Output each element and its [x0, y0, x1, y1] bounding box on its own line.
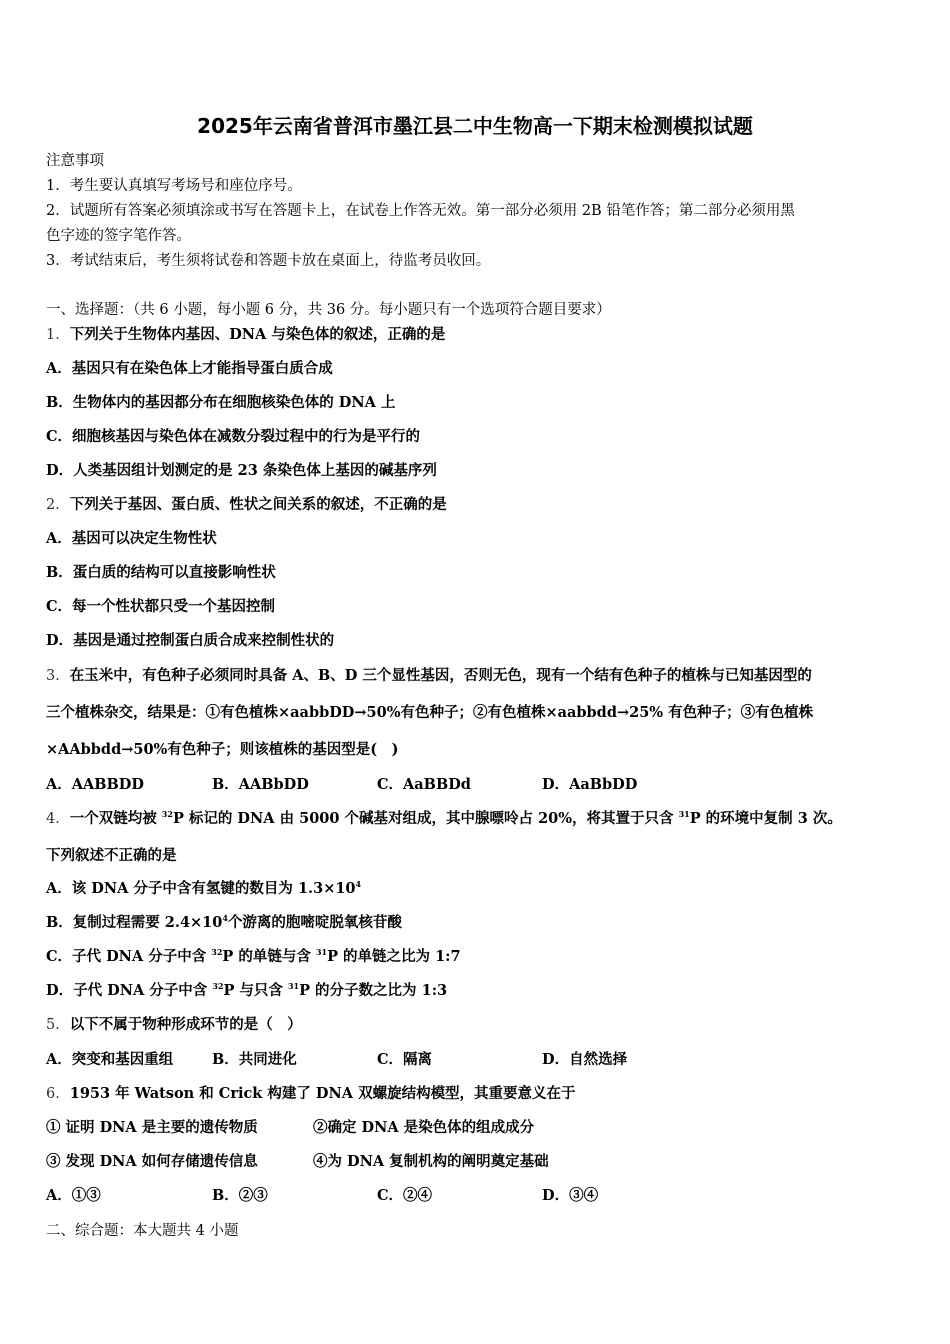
superscript: 31	[678, 809, 690, 819]
question-2	[46, 494, 447, 516]
q2-option-a: A．基因可以决定生物性状	[46, 530, 217, 547]
question-stem: P 标记的 DNA 由 5000 个碱基对组成，其中腺嘌呤占 20%，将其置于只含	[172, 810, 674, 827]
q1-option-b: B．生物体内的基因都分布在细胞核染色体的 DNA 上	[46, 394, 396, 411]
section-heading: 二、综合题：本大题共 4 小题	[46, 1223, 239, 1239]
q5-option-b: B．共同进化	[212, 1051, 297, 1068]
question-number: 2．	[46, 497, 70, 513]
q4-option-c	[46, 946, 461, 968]
question-5	[46, 1014, 302, 1036]
superscript: 4	[222, 913, 228, 923]
question-6	[46, 1083, 576, 1105]
option-text: 个游离的胞嘧啶脱氧核苷酸	[227, 914, 402, 931]
q1-option-a: A．基因只有在染色体上才能指导蛋白质合成	[46, 360, 333, 377]
question-3-line-2: 三个植株杂交，结果是：①有色植株×aabbDD→50%有色种子；②有色植株×aabbdd→25% 有色种子；③有色植株	[46, 704, 814, 721]
superscript: 32	[211, 947, 223, 957]
q2-option-d: D．基因是通过控制蛋白质合成来控制性状的	[46, 632, 335, 649]
question-4	[46, 808, 842, 830]
question-number: 5．	[46, 1017, 70, 1033]
page-title: 2025年云南省普洱市墨江县二中生物高一下期末检测模拟试题	[197, 114, 753, 138]
option-text: P 的单链之比为 1:7	[327, 948, 461, 965]
q5-option-c: C．隔离	[377, 1051, 433, 1068]
option-text: D．子代 DNA 分子中含	[46, 982, 208, 999]
q1-option-c: C．细胞核基因与染色体在减数分裂过程中的行为是平行的	[46, 428, 421, 445]
question-stem: 一个双链均被	[69, 810, 157, 827]
question-stem: 下列关于基因、蛋白质、性状之间关系的叙述，不正确的是	[69, 496, 447, 513]
q6-statement-4: ④为 DNA 复制机构的阐明奠定基础	[313, 1153, 549, 1170]
q5-option-a: A．突变和基因重组	[46, 1051, 174, 1068]
q3-option-d: D．AaBbDD	[542, 776, 638, 793]
question-stem: 在玉米中，有色种子必须同时具备 A、B、D 三个显性基因，否则无色，现有一个结有色种子的植株与已知基因型的	[69, 667, 812, 684]
question-1	[46, 324, 445, 346]
q2-option-c: C．每一个性状都只受一个基因控制	[46, 598, 276, 615]
q1-option-d: D．人类基因组计划测定的是 23 条染色体上基因的碱基序列	[46, 462, 437, 479]
question-number: 4．	[46, 811, 70, 827]
notice-item: 3．考试结束后，考生须将试卷和答题卡放在桌面上，待监考员收回。	[46, 253, 491, 269]
question-3-line-3: ×AAbbdd→50%有色种子；则该植株的基因型是( )	[46, 741, 399, 758]
q4-option-a	[46, 878, 361, 900]
q6-option-c: C．②④	[377, 1187, 433, 1204]
q2-option-b: B．蛋白质的结构可以直接影响性状	[46, 564, 276, 581]
question-stem: 以下不属于物种形成环节的是（ ）	[69, 1016, 302, 1033]
question-stem: 下列关于生物体内基因、DNA 与染色体的叙述，正确的是	[69, 326, 446, 343]
option-text: C．子代 DNA 分子中含	[46, 948, 207, 965]
q3-option-c: C．AaBBDd	[377, 776, 471, 793]
q5-option-d: D．自然选择	[542, 1051, 628, 1068]
notice-heading: 注意事项	[46, 153, 104, 169]
notice-item: 2．试题所有答案必须填涂或书写在答题卡上，在试卷上作答无效。第一部分必须用 2B 铅笔作答；第二部分必须用黑	[46, 203, 795, 219]
section-heading: 一、选择题：（共 6 小题，每小题 6 分，共 36 分。每小题只有一个选项符合题目要求）	[46, 302, 611, 318]
superscript: 32	[212, 981, 224, 991]
q3-option-a: A．AABBDD	[46, 776, 144, 793]
option-text: B．复制过程需要 2.4×10	[46, 914, 223, 931]
question-4-line-2: 下列叙述不正确的是	[46, 847, 177, 864]
notice-item: 色字迹的签字笔作答。	[46, 228, 191, 244]
q4-option-d	[46, 980, 447, 1002]
question-number: 1．	[46, 327, 70, 343]
q6-option-a: A．①③	[46, 1187, 101, 1204]
q6-option-d: D．③④	[542, 1187, 599, 1204]
superscript: 4	[355, 879, 362, 889]
q4-option-b	[46, 912, 402, 934]
q6-statement-2: ②确定 DNA 是染色体的组成成分	[313, 1119, 535, 1136]
question-stem: 1953 年 Watson 和 Crick 构建了 DNA 双螺旋结构模型，其重要意义在于	[69, 1085, 576, 1102]
q6-option-b: B．②③	[212, 1187, 268, 1204]
superscript: 32	[161, 809, 173, 819]
option-text: A．该 DNA 分子中含有氢键的数目为 1.3×10	[46, 880, 356, 897]
question-number: 3．	[46, 668, 70, 684]
notice-item: 1．考生要认真填写考场号和座位序号。	[46, 178, 302, 194]
question-stem: P 的环境中复制 3 次。	[689, 810, 842, 827]
q6-statement-1: ① 证明 DNA 是主要的遗传物质	[46, 1119, 258, 1136]
question-3	[46, 665, 812, 687]
superscript: 31	[287, 981, 300, 991]
option-text: P 的分子数之比为 1:3	[299, 982, 448, 999]
superscript: 31	[315, 947, 328, 957]
q6-statement-3: ③ 发现 DNA 如何存储遗传信息	[46, 1153, 258, 1170]
option-text: P 与只含	[223, 982, 283, 999]
option-text: P 的单链与含	[222, 948, 311, 965]
q3-option-b: B．AABbDD	[212, 776, 309, 793]
question-number: 6．	[46, 1086, 70, 1102]
